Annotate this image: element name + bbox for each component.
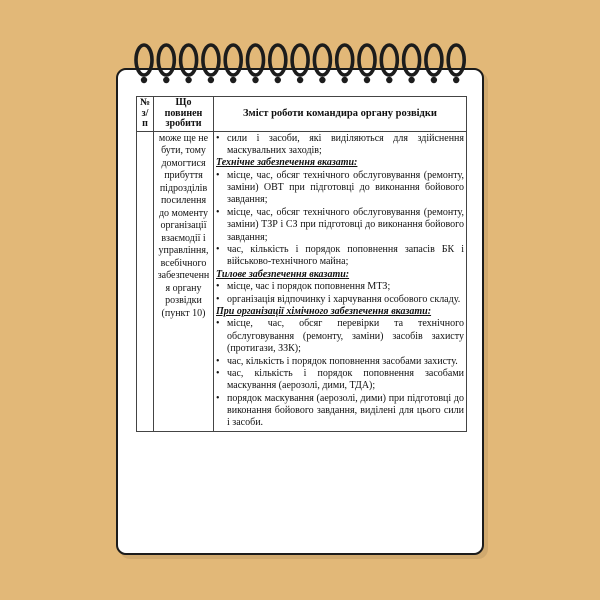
bullet-icon: • [216,281,220,293]
number-cell [137,131,154,431]
bullet-icon: • [216,132,220,144]
bullet-icon: • [216,355,220,367]
list-item-text: місце, час і порядок поповнення МТЗ; [227,281,391,293]
bullet-icon: • [216,293,220,305]
list-item-text: час, кількість і порядок поповнення засобами маскування (аерозолі, дими, ТДА); [227,367,464,392]
document-table [136,96,467,432]
list-item [216,356,464,368]
list-item [216,294,464,306]
list-item [216,133,464,158]
list-item-text: час, кількість і порядок поповнення запасів БК і військово-технічного майна; [227,244,464,268]
header-todo: Що повинен зробити [154,97,214,132]
section-heading: Тилове забезпечення вказати: [216,268,350,280]
list-item [216,281,464,293]
list-item [216,368,464,393]
list-item [216,318,464,355]
content-sections [216,157,464,430]
section-heading: Технічне забезпечення вказати: [216,157,358,169]
header-number: № з/п [137,97,154,132]
bullet-icon: • [216,318,220,330]
header-content: Зміст роботи командира органу розвідки [214,97,467,132]
list-item [216,393,464,430]
list-item-text: місце, час, обсяг технічного обслуговування (ремонту, заміни) ТЗР і СЗ при підготовці до виконання бойового завдання; [227,206,464,243]
list-item-text: час, кількість і порядок поповнення засобами захисту. [227,355,458,367]
list-item [216,207,464,244]
bullet-icon: • [216,206,220,218]
list-item-text: організація відпочинку і харчування особового складу. [227,293,461,305]
list-item-text: сили і засоби, які виділяються для здійснення маскувальних заходів; [227,132,464,156]
bullet-icon: • [216,367,220,379]
todo-cell: може ще не бути, тому домогтися прибуття підрозділів посилення до моменту організації взаємодії і управління, всебічного забезпеченн я органу розвідки (пункт 10) [154,131,214,431]
list-item-text: місце, час, обсяг технічного обслуговування (ремонту, заміни) ОВТ при підготовці до виконання бойового завдання; [227,169,464,206]
bullet-icon: • [216,392,220,404]
list-item-text: місце, час, обсяг перевірки та технічного обслуговування (ремонту, заміни) засобів захисту (протигази, ЗЗК); [227,318,464,355]
table-row [137,131,467,431]
bullet-icon: • [216,169,220,181]
list-item-text: порядок маскування (аерозолі, дими) при підготовці до виконання бойового завдання, виділені для цього сили і засоби. [227,392,464,429]
list-item [216,170,464,207]
table-header-row [137,97,467,132]
bullet-icon: • [216,244,220,256]
content-cell [214,131,467,431]
section-heading: При організації хімічного забезпечення вказати: [216,305,432,317]
list-item [216,244,464,269]
